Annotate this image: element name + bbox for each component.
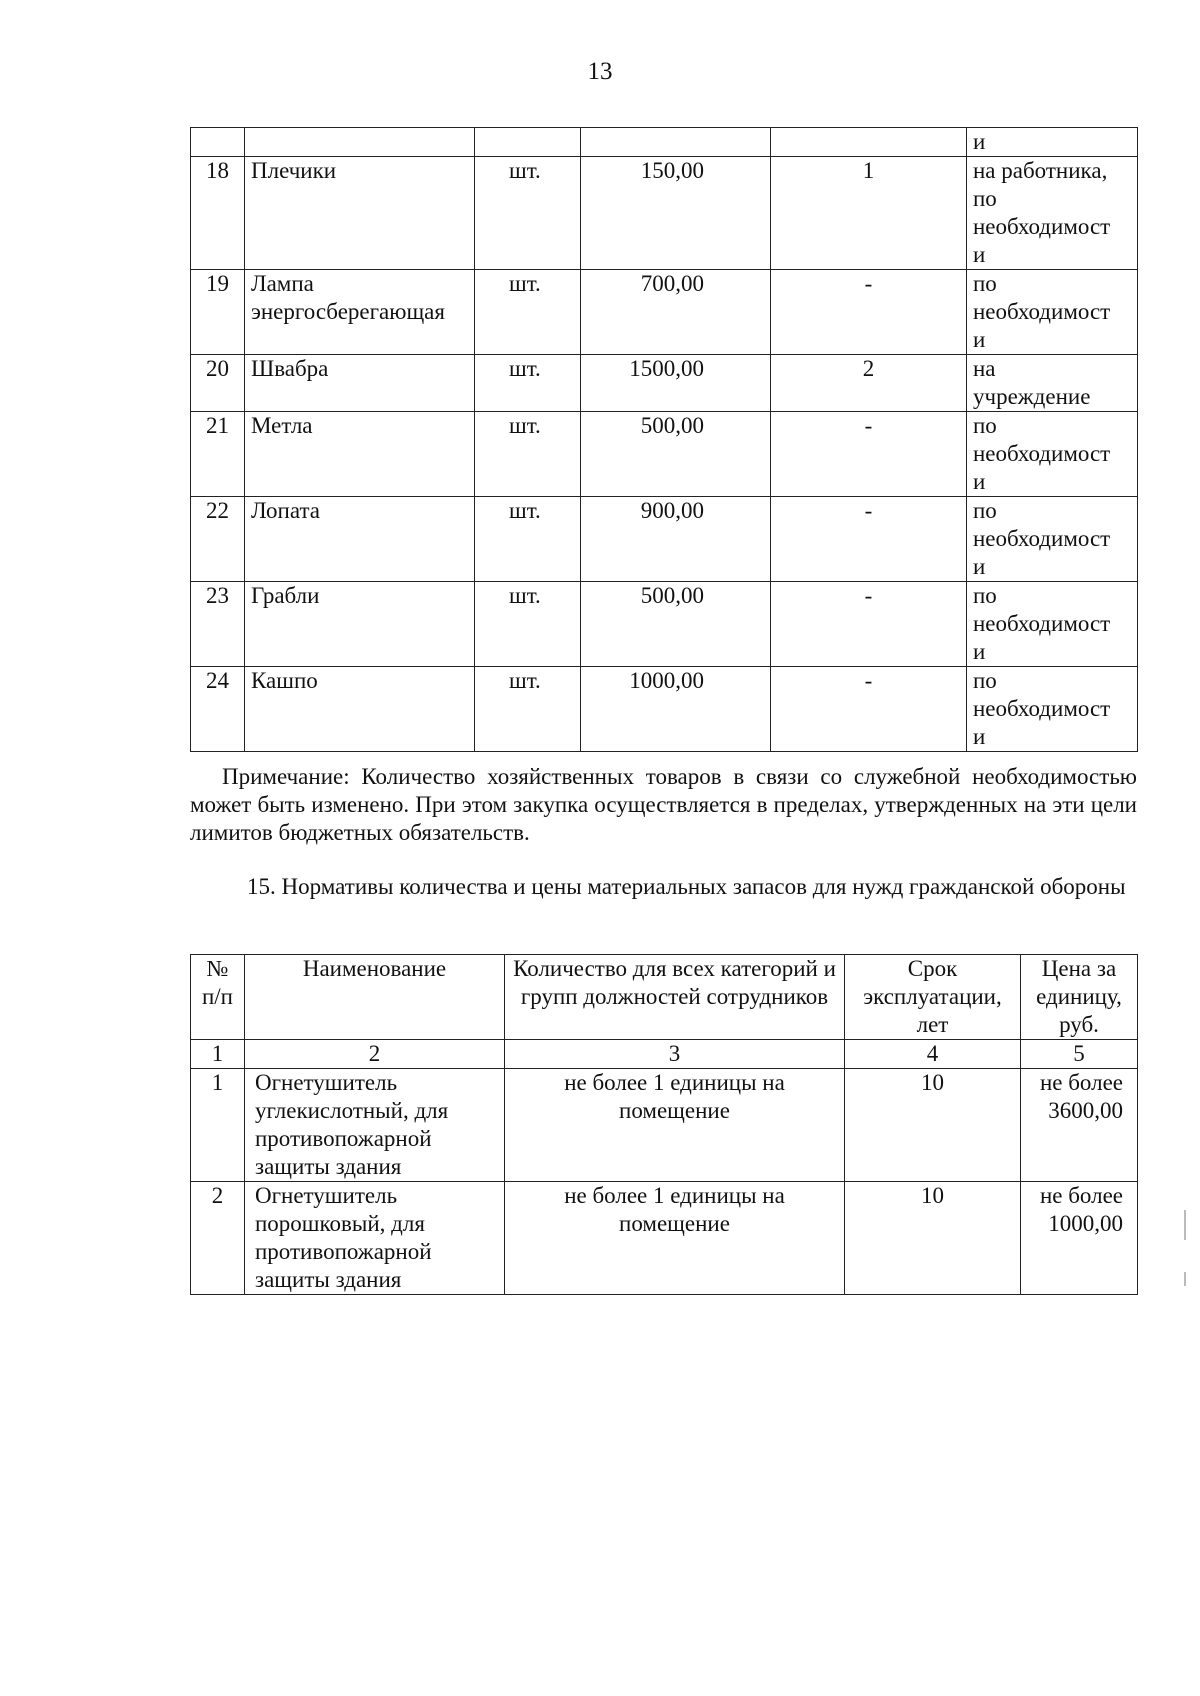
unit: шт. — [475, 667, 581, 752]
note-line: необходимост — [973, 526, 1111, 551]
row-number: 20 — [191, 355, 245, 412]
header-num: № п/п — [191, 955, 245, 1040]
quantity: не более 1 единицы на помещение — [505, 1182, 845, 1295]
price: 700,00 — [581, 270, 771, 355]
note-line: необходимост — [973, 696, 1111, 721]
table-cell — [475, 128, 581, 157]
quantity: 2 — [771, 355, 967, 412]
note-cell — [967, 157, 1138, 270]
header-price: Цена за единицу, руб. — [1021, 955, 1138, 1040]
price: 1000,00 — [581, 667, 771, 752]
note-line: необходимост — [973, 441, 1111, 466]
row-number: 18 — [191, 157, 245, 270]
quantity: не более 1 единицы на помещение — [505, 1069, 845, 1182]
note-cell — [967, 270, 1138, 355]
header-name: Наименование — [245, 955, 505, 1040]
note-line: необходимост — [973, 611, 1111, 636]
note-line: необходимост — [973, 214, 1111, 239]
note-cell: и — [967, 128, 1138, 157]
item-name: Швабра — [245, 355, 475, 412]
item-name: Лампа энергосберегающая — [245, 270, 475, 355]
price: не более 1000,00 — [1021, 1182, 1138, 1295]
note-line: и — [973, 554, 986, 579]
price: 500,00 — [581, 582, 771, 667]
scan-artifact — [1184, 1210, 1186, 1240]
row-number: 21 — [191, 412, 245, 497]
price: не более 3600,00 — [1021, 1069, 1138, 1182]
table-row — [191, 497, 1138, 582]
note-paragraph: Примечание: Количество хозяйственных товаров в связи со служебной необходимостью может быть изменено. При этом закупка осуществляется в пределах, утвержденных на эти цели лимитов бюджетных обязательств. — [190, 764, 1137, 845]
note-cell — [967, 582, 1138, 667]
index-cell: 2 — [245, 1040, 505, 1069]
row-number: 24 — [191, 667, 245, 752]
quantity: - — [771, 497, 967, 582]
unit: шт. — [475, 157, 581, 270]
item-name: Грабли — [245, 582, 475, 667]
item-name: Огнетушитель углекислотный, для противопожарной защиты здания — [245, 1069, 505, 1182]
note-line: на работника, — [973, 158, 1108, 183]
header-quantity: Количество для всех категорий и групп должностей сотрудников — [505, 955, 845, 1040]
table-row — [191, 1069, 1138, 1182]
note-line: по — [973, 413, 997, 438]
page-number: 13 — [587, 58, 613, 85]
note-line: по — [973, 583, 997, 608]
note-line: по — [973, 271, 997, 296]
note-line: необходимост — [973, 299, 1111, 324]
price: 900,00 — [581, 497, 771, 582]
quantity: - — [771, 270, 967, 355]
note-line: и — [973, 469, 986, 494]
note-cell — [967, 412, 1138, 497]
item-name: Плечики — [245, 157, 475, 270]
table-row — [191, 157, 1138, 270]
table-cell — [581, 128, 771, 157]
note-line: по — [973, 668, 997, 693]
index-cell: 3 — [505, 1040, 845, 1069]
note-cell — [967, 355, 1138, 412]
note-cell — [967, 497, 1138, 582]
row-number: 19 — [191, 270, 245, 355]
index-cell: 5 — [1021, 1040, 1138, 1069]
quantity: - — [771, 667, 967, 752]
note-line: на — [973, 356, 996, 381]
table-row — [191, 128, 1138, 157]
quantity: - — [771, 582, 967, 667]
unit: шт. — [475, 582, 581, 667]
item-name: Кашпо — [245, 667, 475, 752]
quantity: 1 — [771, 157, 967, 270]
table-cell — [191, 128, 245, 157]
column-index-row — [191, 1040, 1138, 1069]
household-goods-table — [190, 127, 1138, 752]
item-name: Огнетушитель порошковый, для противопожарной защиты здания — [245, 1182, 505, 1295]
service-life: 10 — [845, 1069, 1021, 1182]
note-line: по — [973, 498, 997, 523]
unit: шт. — [475, 497, 581, 582]
row-number: 23 — [191, 582, 245, 667]
unit: шт. — [475, 412, 581, 497]
table-row — [191, 582, 1138, 667]
table-cell — [771, 128, 967, 157]
unit: шт. — [475, 355, 581, 412]
table-row — [191, 270, 1138, 355]
table-row — [191, 412, 1138, 497]
table-row — [191, 1182, 1138, 1295]
price: 500,00 — [581, 412, 771, 497]
note-line: по — [973, 186, 997, 211]
header-row — [191, 955, 1138, 1040]
unit: шт. — [475, 270, 581, 355]
item-name: Метла — [245, 412, 475, 497]
note-line: и — [973, 639, 986, 664]
section-heading: 15. Нормативы количества и цены материальных запасов для нужд гражданской обороны — [247, 874, 1126, 899]
item-name: Лопата — [245, 497, 475, 582]
note-line: и — [973, 242, 986, 267]
note-line: и — [973, 724, 986, 749]
note-cell — [967, 667, 1138, 752]
row-number: 22 — [191, 497, 245, 582]
index-cell: 1 — [191, 1040, 245, 1069]
table-row — [191, 667, 1138, 752]
scan-artifact — [1184, 1272, 1186, 1286]
row-number: 1 — [191, 1069, 245, 1182]
row-number: 2 — [191, 1182, 245, 1295]
civil-defense-table — [190, 954, 1138, 1295]
note-line: учреждение — [973, 384, 1091, 409]
quantity: - — [771, 412, 967, 497]
table-row — [191, 355, 1138, 412]
service-life: 10 — [845, 1182, 1021, 1295]
header-term: Срок эксплуатации, лет — [845, 955, 1021, 1040]
index-cell: 4 — [845, 1040, 1021, 1069]
price: 150,00 — [581, 157, 771, 270]
price: 1500,00 — [581, 355, 771, 412]
note-line: и — [973, 327, 986, 352]
table-cell — [245, 128, 475, 157]
